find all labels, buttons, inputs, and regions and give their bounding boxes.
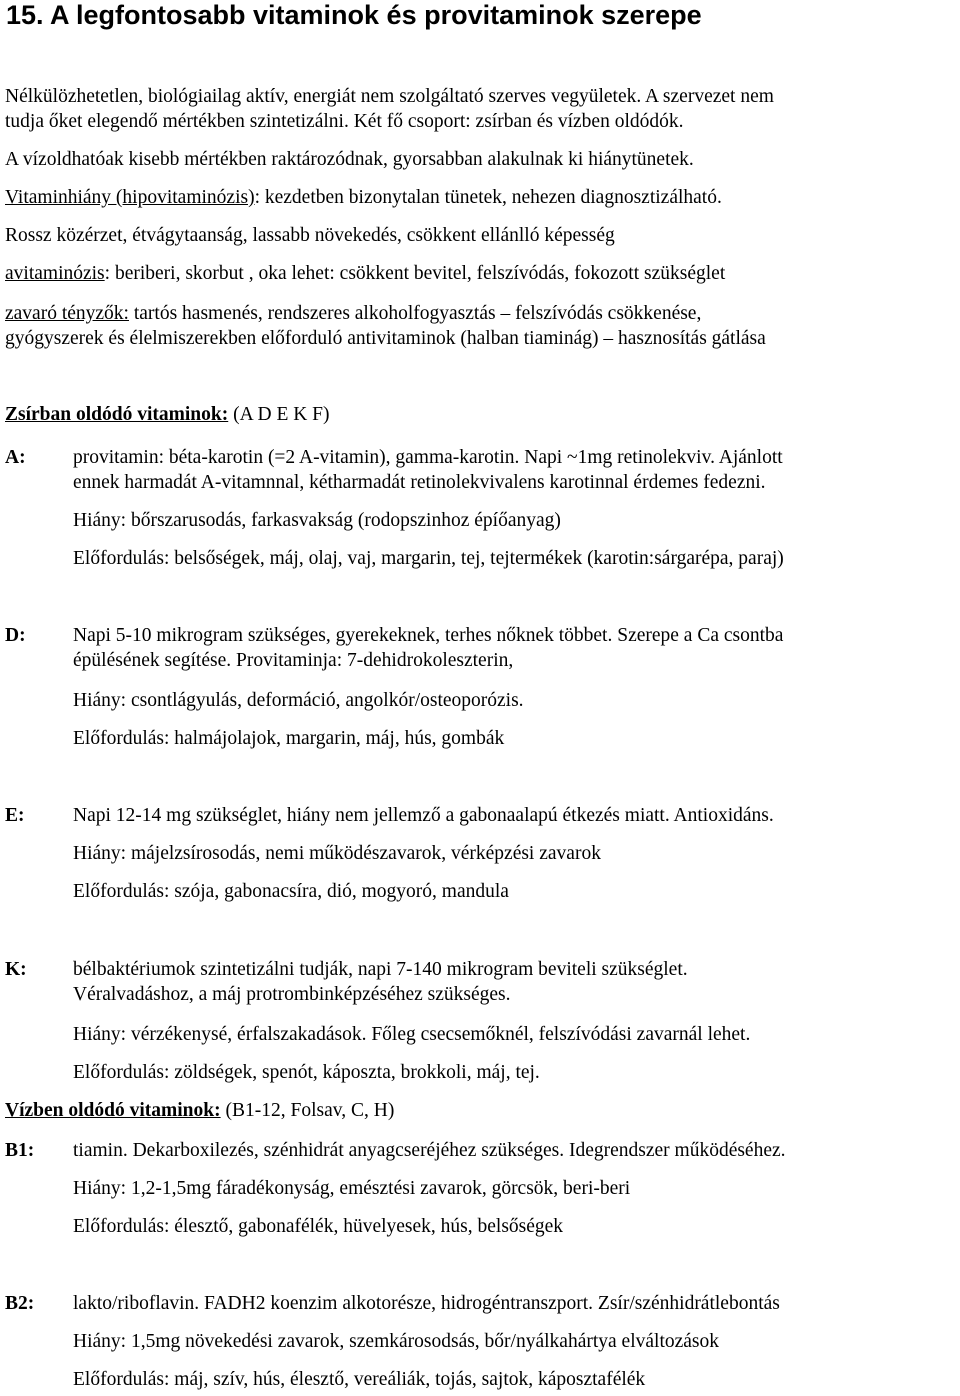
heading-label: Zsírban oldódó vitaminok: (5, 404, 229, 425)
vitamin-e-deficiency: Hiány: májelzsírosodás, nemi működészavarok, vérképzési zavarok (73, 843, 601, 864)
vitamin-k-sources: Előfordulás: zöldségek, spenót, káposzta, brokkoli, máj, tej. (73, 1062, 540, 1083)
vitamin-e-sources: Előfordulás: szója, gabonacsíra, dió, mogyoró, mandula (73, 881, 509, 902)
page-title: 15. A legfontosabb vitaminok és provitaminok szerepe (6, 0, 702, 30)
term-hipovitaminozis: Vitaminhiány (hipovitaminózis) (5, 187, 255, 208)
vitamin-label-b1: B1: (5, 1140, 35, 1161)
vitamin-b1-text: tiamin. Dekarboxilezés, szénhidrát anyagcseréjéhez szükséges. Idegrendszer működéséhez. (73, 1140, 786, 1161)
intro-line: gyógyszerek és élelmiszerekben előforduló antivitaminok (halban tiaminág) – hasznosítás gátlása (5, 328, 766, 349)
vitamin-label-a: A: (5, 447, 26, 468)
vitamin-k-text: Véralvadáshoz, a máj protrombinképzéséhez szükséges. (73, 984, 511, 1005)
heading-label: Vízben oldódó vitaminok: (5, 1100, 221, 1121)
intro-line (5, 186, 722, 210)
vitamin-d-text: épülésének segítése. Provitaminja: 7-dehidrokoleszterin, (73, 650, 514, 671)
vitamin-a-deficiency: Hiány: bőrszarusodás, farkasvakság (rodopszinhoz épíőanyag) (73, 510, 561, 531)
section-heading-fat (5, 403, 330, 427)
intro-line (5, 302, 701, 326)
term-avitaminozis: avitaminózis (5, 263, 105, 284)
term-text: tartós hasmenés, rendszeres alkoholfogyasztás – felszívódás csökkenése, (128, 303, 702, 324)
vitamin-b2-text: lakto/riboflavin. FADH2 koenzim alkotorésze, hidrogéntranszport. Zsír/szénhidrátlebontás (73, 1293, 780, 1314)
vitamin-a-sources: Előfordulás: belsőségek, máj, olaj, vaj, margarin, tej, tejtermékek (karotin:sárgarépa, paraj) (73, 548, 784, 569)
vitamin-d-deficiency: Hiány: csontlágyulás, deformáció, angolkór/osteoporózis. (73, 690, 524, 711)
intro-line: tudja őket elegendő mértékben szintetizálni. Két fő csoport: zsírban és vízben oldódók. (5, 111, 684, 132)
vitamin-k-deficiency: Hiány: vérzékenysé, érfalszakadások. Főleg csecsemőknél, felszívódási zavarnál lehet. (73, 1024, 751, 1045)
vitamin-e-text: Napi 12-14 mg szükséglet, hiány nem jellemző a gabonaalapú étkezés miatt. Antioxidáns. (73, 805, 774, 826)
term-text: : kezdetben bizonytalan tünetek, nehezen diagnosztizálható. (254, 187, 722, 208)
vitamin-d-sources: Előfordulás: halmájolajok, margarin, máj, hús, gombák (73, 728, 505, 749)
vitamin-a-text: provitamin: béta-karotin (=2 A-vitamin), gamma-karotin. Napi ~1mg retinolekviv. Ajánlott (73, 447, 783, 468)
vitamin-label-k: K: (5, 959, 27, 980)
vitamin-k-text: bélbaktériumok szintetizálni tudják, napi 7-140 mikrogram beviteli szükséglet. (73, 959, 688, 980)
vitamin-d-text: Napi 5-10 mikrogram szükséges, gyerekeknek, terhes nőknek többet. Szerepe a Ca csontba (73, 625, 784, 646)
term-text: : beriberi, skorbut , oka lehet: csökkent bevitel, felszívódás, fokozott szükséglet (104, 263, 726, 284)
vitamin-b1-deficiency: Hiány: 1,2-1,5mg fáradékonyság, emésztési zavarok, görcsök, beri-beri (73, 1178, 631, 1199)
vitamin-b1-sources: Előfordulás: élesztő, gabonafélék, hüvelyesek, hús, belsőségek (73, 1216, 564, 1237)
vitamin-label-b2: B2: (5, 1293, 35, 1314)
heading-list: (B1-12, Folsav, C, H) (220, 1100, 395, 1121)
term-zavaro-tenyzok: zavaró tényzők: (5, 303, 129, 324)
heading-list: (A D E K F) (228, 404, 330, 425)
vitamin-label-d: D: (5, 625, 26, 646)
intro-line: Nélkülözhetetlen, biológiailag aktív, energiát nem szolgáltató szerves vegyületek. A szervezet nem (5, 86, 774, 107)
vitamin-a-text: ennek harmadát A-vitamnnal, kétharmadát retinolekvivalens karotinnal érdemes fedezni. (73, 472, 766, 493)
section-heading-water (5, 1099, 394, 1123)
intro-line (5, 262, 725, 286)
intro-line: Rossz közérzet, étvágytaanság, lassabb növekedés, csökkent ellánlló képesség (5, 225, 615, 246)
vitamin-label-e: E: (5, 805, 25, 826)
vitamin-b2-deficiency: Hiány: 1,5mg növekedési zavarok, szemkárosodsás, bőr/nyálkahártya elváltozások (73, 1331, 720, 1352)
intro-line: A vízoldhatóak kisebb mértékben raktározódnak, gyorsabban alakulnak ki hiánytünetek. (5, 149, 694, 170)
vitamin-b2-sources: Előfordulás: máj, szív, hús, élesztő, vereáliák, tojás, sajtok, káposztafélék (73, 1369, 646, 1390)
